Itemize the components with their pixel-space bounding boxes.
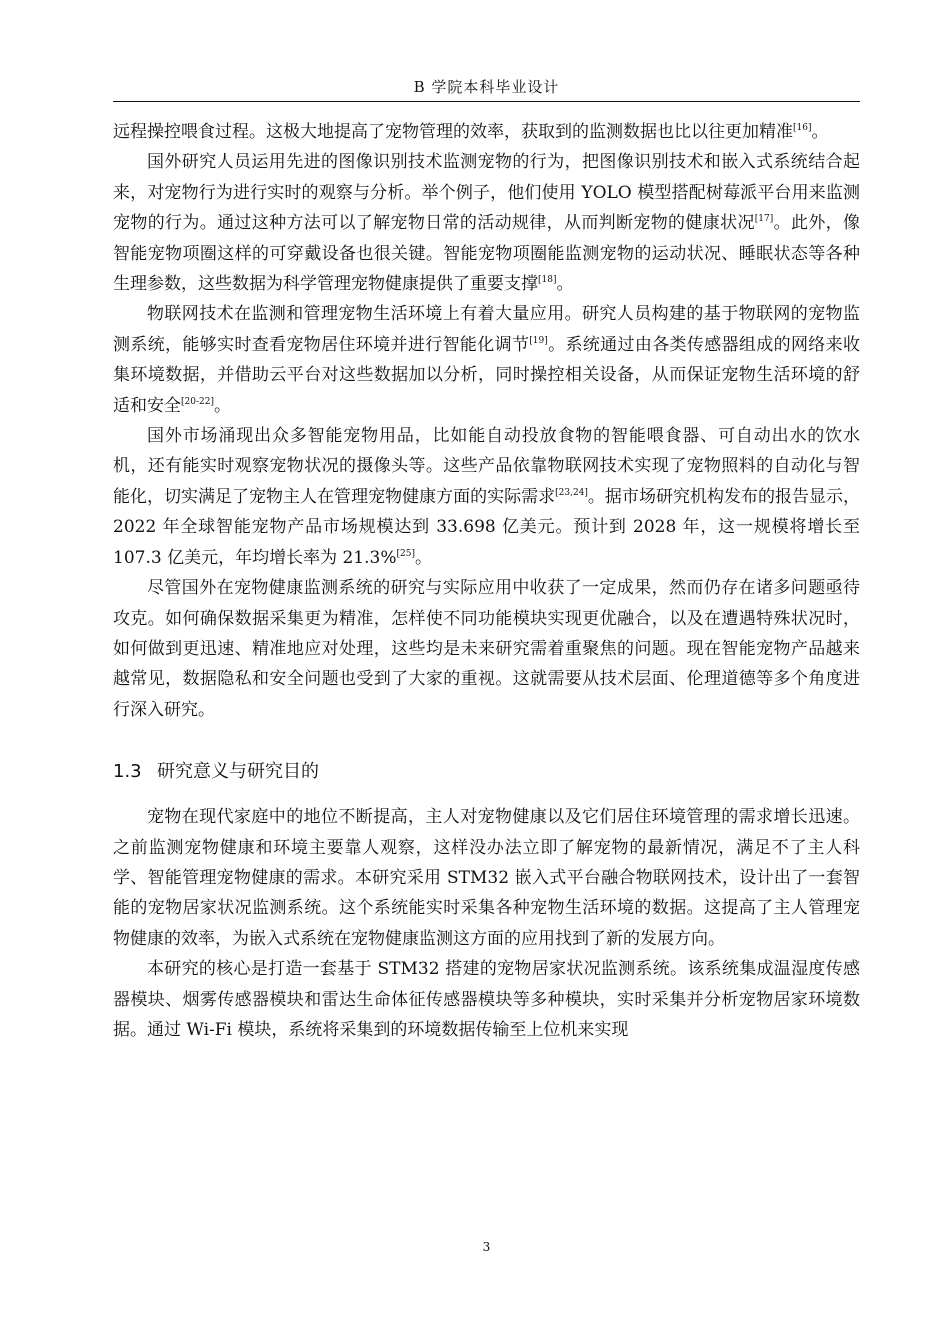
page-header: B 学院本科毕业设计	[413, 78, 560, 96]
paragraph-text: 。	[556, 274, 574, 295]
paragraph-text: 。	[414, 547, 432, 568]
citation: [18]	[538, 275, 557, 286]
paragraph-text: 远程操控喂食过程。这极大地提高了宠物管理的效率，获取到的监测数据也比以往更加精准	[113, 122, 793, 142]
citation: [23,24]	[555, 487, 588, 498]
citation: [25]	[396, 548, 415, 559]
paragraph	[113, 117, 860, 147]
paragraph	[113, 954, 860, 1045]
citation: [20-22]	[181, 396, 214, 407]
section-title: 研究意义与研究目的	[157, 761, 319, 783]
paragraph	[113, 147, 860, 299]
citation: [17]	[754, 214, 774, 225]
paragraph-text: 。	[213, 395, 231, 416]
body-text	[113, 117, 860, 1045]
section-number: 1.3	[113, 761, 142, 783]
paragraph-text: 物联网技术在监测和管理宠物生活环境上有着大量应用。研究人员构建的基于物联网的宠物监测系统，能够实时查看宠物居住环境并进行智能化调节	[113, 304, 860, 355]
paragraph-text: 。此外，像智能宠物项圈这样的可穿戴设备也很关键。智能宠物项圈能监测宠物的运动状况、睡眠状态等各种生理参数，这些数据为科学管理宠物健康提供了重要支撑	[113, 213, 861, 295]
paragraph	[113, 421, 860, 573]
paragraph	[113, 573, 860, 725]
paragraph	[113, 299, 860, 421]
paragraph-text: 本研究的核心是打造一套基于 STM32 搭建的宠物居家状况监测系统。该系统集成温湿度传感器模块、烟雾传感器模块和雷达生命体征传感器模块等多种模块，实时采集并分析宠物居家环境数据。通过 Wi-Fi 模块，系统将采集到的环境数据传输至上位机来实现	[113, 959, 860, 1040]
citation: [19]	[529, 335, 548, 346]
paragraph-text: 。	[811, 122, 829, 142]
paragraph-text: 。系统通过由各类传感器组成的网络来收集环境数据，并借助云平台对这些数据加以分析，同时操控相关设备，从而保证宠物生活环境的舒适和安全	[113, 334, 861, 416]
header-rule	[113, 101, 860, 102]
paragraph-text: 国外研究人员运用先进的图像识别技术监测宠物的行为，把图像识别技术和嵌入式系统结合起来，对宠物行为进行实时的观察与分析。举个例子，他们使用 YOLO 模型搭配树莓派平台用来监测宠物的行为。通过这种方法可以了解宠物日常的活动规律，从而判断宠物的健康状况	[113, 152, 860, 234]
paragraph-text: 国外市场涌现出众多智能宠物用品，比如能自动投放食物的智能喂食器、可自动出水的饮水机，还有能实时观察宠物状况的摄像头等。这些产品依靠物联网技术实现了宠物照料的自动化与智能化，切实满足了宠物主人在管理宠物健康方面的实际需求	[113, 426, 860, 507]
paragraph	[113, 802, 860, 954]
paragraph-text: 。据市场研究机构发布的报告显示，2022 年全球智能宠物产品市场规模达到 33.698 亿美元。预计到 2028 年，这一规模将增长至 107.3 亿美元，年均增长率为 21.3%	[113, 486, 860, 568]
page-number: 3	[482, 1240, 491, 1254]
paragraph-text: 尽管国外在宠物健康监测系统的研究与实际应用中收获了一定成果，然而仍存在诸多问题亟待攻克。如何确保数据采集更为精准，怎样使不同功能模块实现更优融合，以及在遭遇特殊状况时，如何做到更迅速、精准地应对处理，这些均是未来研究需着重聚焦的问题。现在智能宠物产品越来越常见，数据隐私和安全问题也受到了大家的重视。这就需要从技术层面、伦理道德等多个角度进行深入研究。	[113, 578, 860, 720]
paragraph-text: 宠物在现代家庭中的地位不断提高，主人对宠物健康以及它们居住环境管理的需求增长迅速。之前监测宠物健康和环境主要靠人观察，这样没办法立即了解宠物的最新情况，满足不了主人科学、智能管理宠物健康的需求。本研究采用 STM32 嵌入式平台融合物联网技术，设计出了一套智能的宠物居家状况监测系统。这个系统能实时采集各种宠物生活环境的数据。这提高了主人管理宠物健康的效率，为嵌入式系统在宠物健康监测这方面的应用找到了新的发展方向。	[113, 807, 860, 949]
section-heading	[113, 758, 860, 786]
citation: [16]	[793, 123, 812, 133]
